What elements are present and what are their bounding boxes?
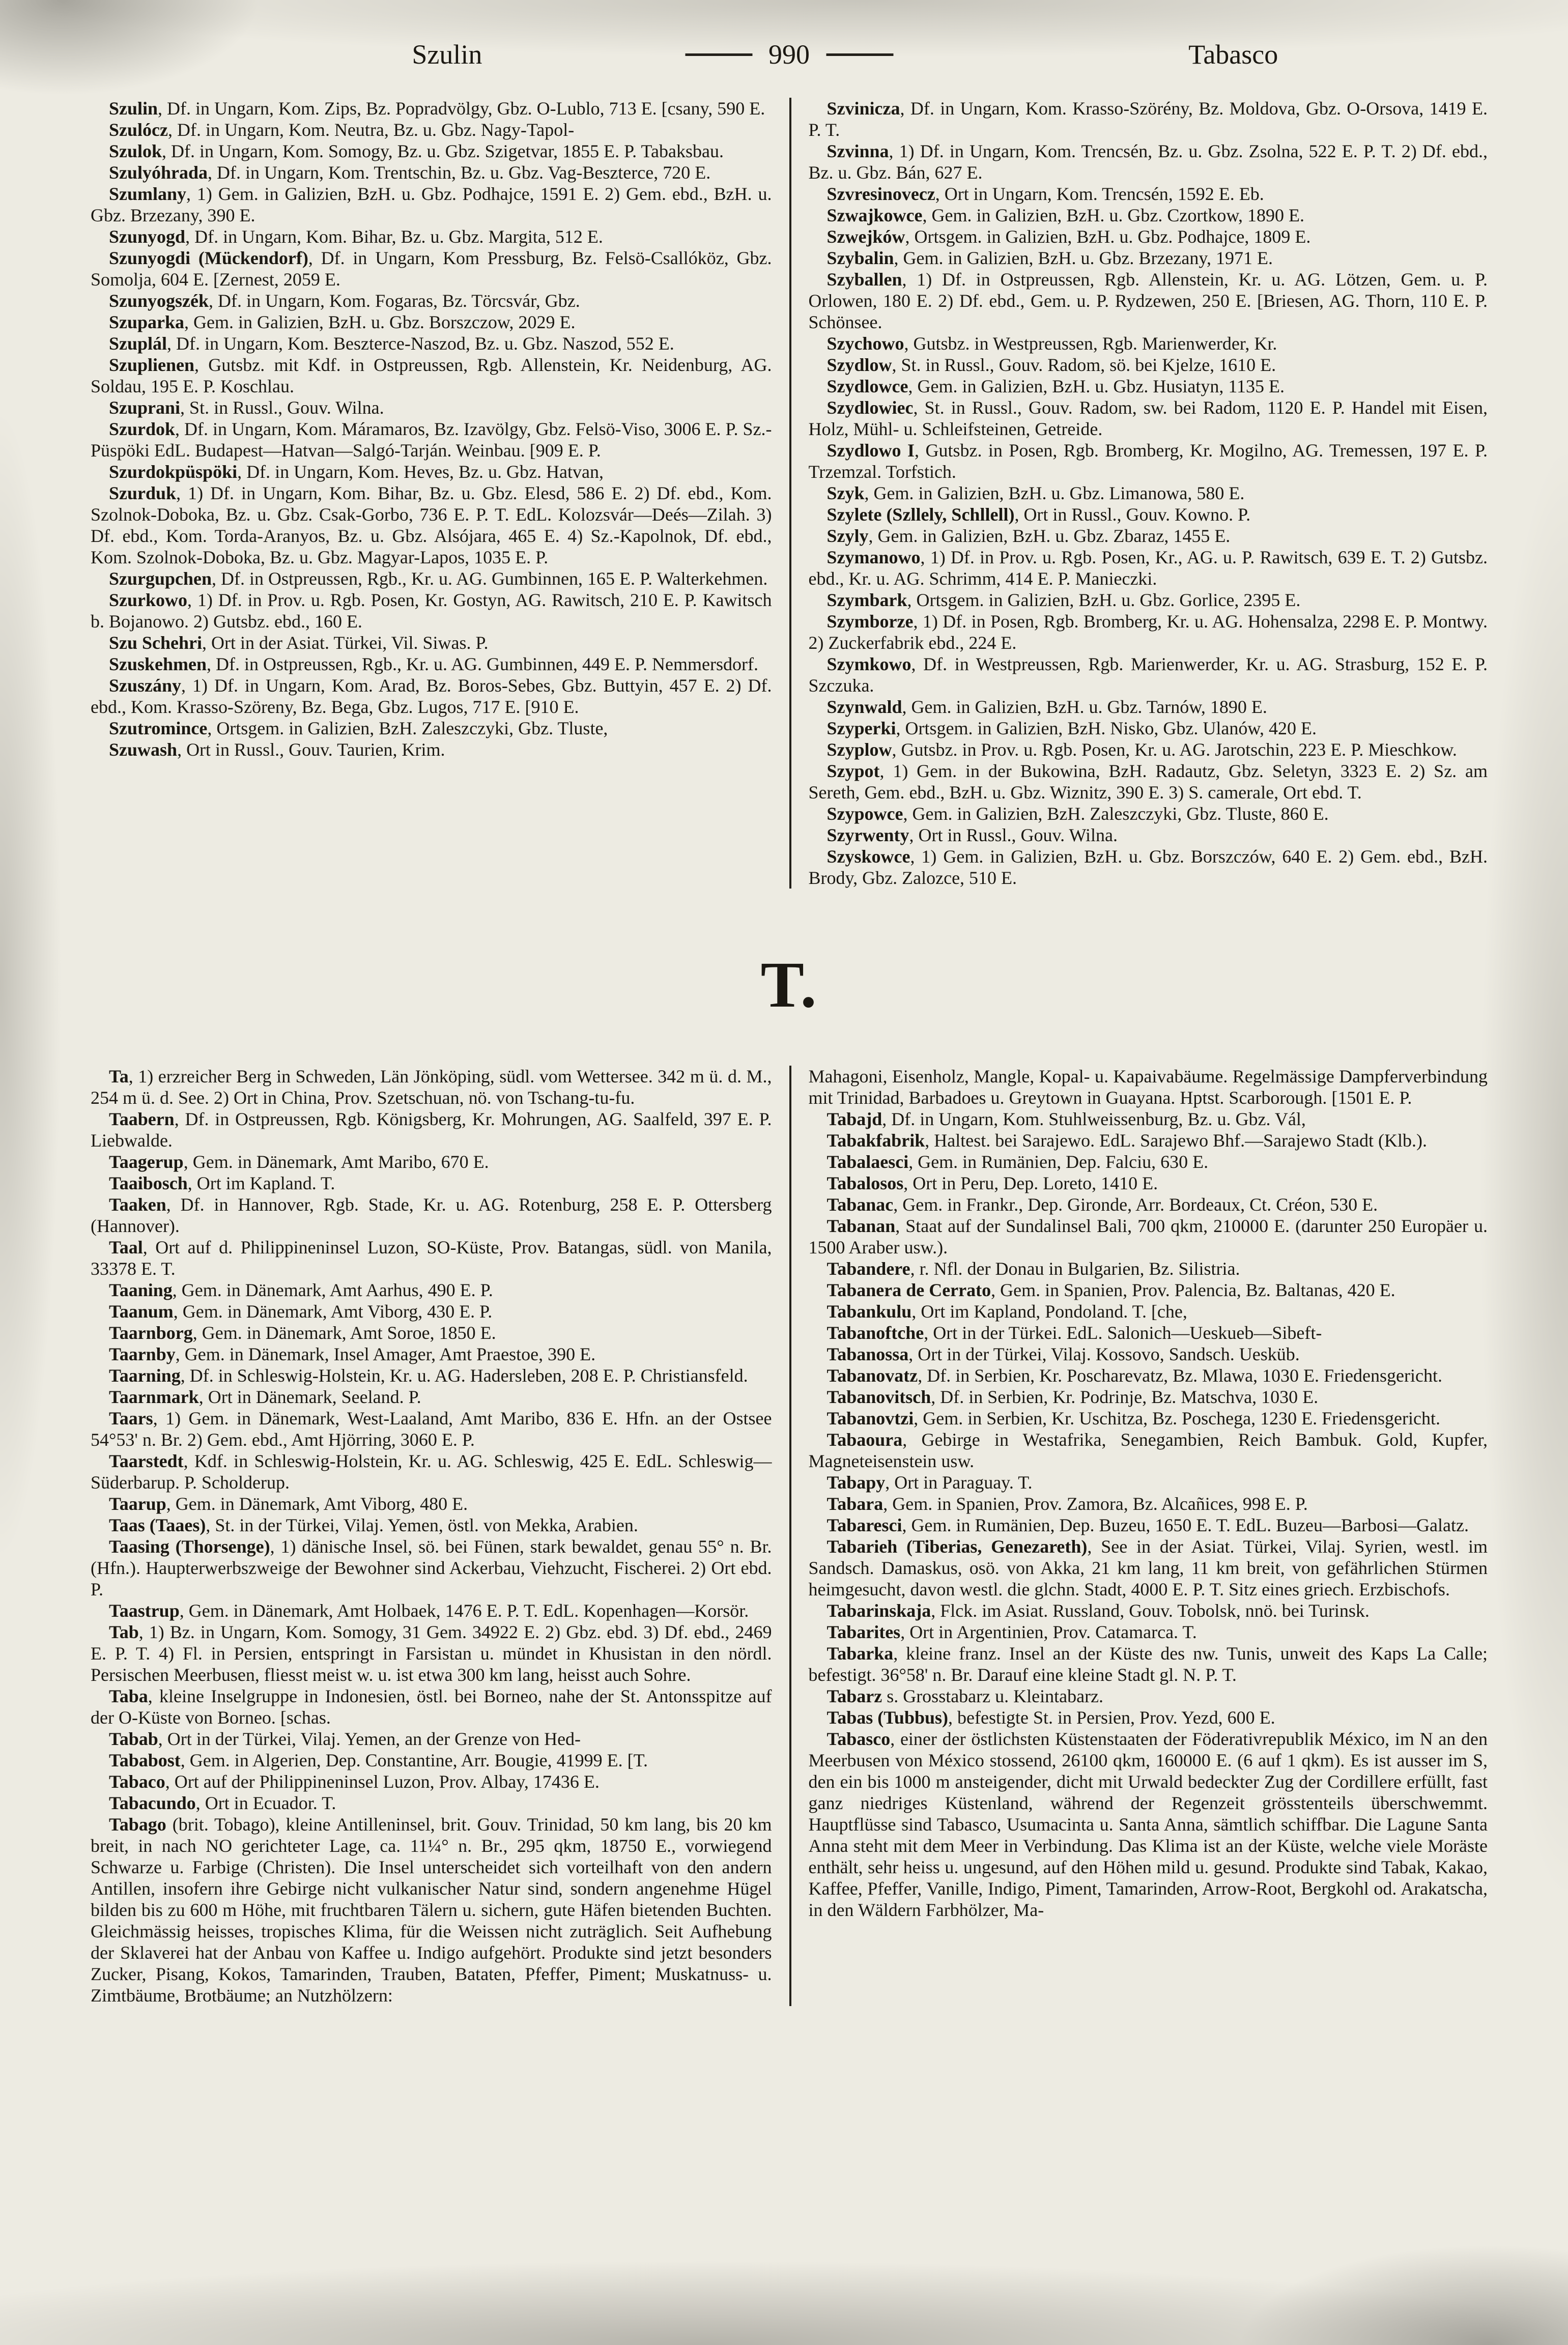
gazetteer-entry: Szulok, Df. in Ungarn, Kom. Somogy, Bz. u. Gbz. Szigetvar, 1855 E. P. Tabaksbau.: [109, 141, 724, 161]
entry-headword: Szutromince: [109, 718, 208, 738]
letter-heading-t: T.: [760, 949, 818, 1021]
entry-headword: Taal: [109, 1237, 143, 1257]
gazetteer-entry: Ta, 1) erzreicher Berg in Schweden, Län Jönköping, südl. vom Wettersee. 342 m ü. d. M., 254 m ü. d. See. 2) Ort in China, Prov. Szetschuan, nö. von Tschang-tu-fu.: [91, 1066, 772, 1108]
entry-headword: Szyly: [826, 526, 869, 546]
gazetteer-entry: Szumlany, 1) Gem. in Galizien, BzH. u. Gbz. Podhajce, 1591 E. 2) Gem. ebd., BzH. u. Gbz. Brzezany, 390 E.: [91, 184, 772, 225]
gazetteer-entry: Taarnby, Gem. in Dänemark, Insel Amager, Amt Praestoe, 390 E.: [109, 1344, 596, 1364]
entry-headword: Szyrwenty: [826, 825, 909, 845]
gazetteer-entry: Taarnmark, Ort in Dänemark, Seeland. P.: [109, 1387, 421, 1407]
gazetteer-entry: Tabago (brit. Tobago), kleine Antilleninsel, brit. Gouv. Trinidad, 50 km lang, bis 20 km breit, in nach NO gerichteter Lage, ca. 11¼° n. Br., 295 qkm, 18750 E., vorwiegend Schwarze u. Farbige (Christen). Die Insel unterscheidet sich vorteilhaft von den andern Antillen, insofern ihre Gebirge nicht vulkanischer Natur sind, sondern angenehme Hügel bilden bis zu 600 m Höhe, mit fruchtbaren Tälern u. sichern, gute Häfen bietenden Buchten. Gleichmässig heisses, tropisches Klima, für die Weissen nicht zuträglich. Seit Aufhebung der Sklaverei hat der Anbau von Kaffee u. Indigo aufgehört. Produkte sind jetzt besonders Zucker, Pisang, Kokos, Tamarinden, Trauben, Bataten, Pfeffer, Piment; Muskatnuss- u. Zimtbäume, Brotbäume; an Nutzhölzern:: [91, 1814, 772, 2006]
entry-headword: Tabanac: [826, 1194, 894, 1215]
entry-headword: Szymanowo: [826, 547, 921, 567]
gazetteer-entry: Szvinna, 1) Df. in Ungarn, Kom. Trencsén, Bz. u. Gbz. Zsolna, 522 E. P. T. 2) Df. ebd., Bz. u. Gbz. Bán, 627 E.: [808, 141, 1488, 183]
entry-headword: Tabanovitsch: [826, 1387, 931, 1407]
gazetteer-entry: Tabarka, kleine franz. Insel an der Küste des nw. Tunis, unweit des Kaps La Calle; befestigt. 36°58' n. Br. Darauf eine kleine Stadt gl. N. P. T.: [808, 1643, 1488, 1685]
entry-headword: Szulyóhrada: [109, 162, 208, 183]
entry-headword: Szunyogdi (Mückendorf): [109, 248, 308, 268]
entry-headword: Tabajd: [826, 1109, 882, 1129]
entry-headword: Taarnborg: [109, 1323, 193, 1343]
gazetteer-entry: Szurdokpüspöki, Df. in Ungarn, Kom. Heves, Bz. u. Gbz. Hatvan,: [109, 462, 604, 482]
page-number: 990: [768, 39, 810, 70]
entry-headword: Szypot: [826, 761, 880, 781]
entry-headword: Szydlowo I: [826, 440, 915, 461]
gazetteer-entry: Tabanac, Gem. in Frankr., Dep. Gironde, Arr. Bordeaux, Ct. Créon, 530 E.: [826, 1194, 1378, 1215]
entry-headword: Szumlany: [109, 184, 187, 204]
gazetteer-entry: Tabanoftche, Ort in der Türkei. EdL. Salonich—Ueskueb—Sibeft-: [826, 1323, 1322, 1343]
gazetteer-entry: Taars, 1) Gem. in Dänemark, West-Laaland, Amt Maribo, 836 E. Hfn. an der Ostsee 54°53' n. Br. 2) Gem. ebd., Amt Hjörring, 3060 E. P.: [91, 1408, 772, 1450]
sz-column-right: [789, 98, 1488, 889]
gazetteer-entry: Szychowo, Gutsbz. in Westpreussen, Rgb. Marienwerder, Kr.: [826, 333, 1277, 354]
gazetteer-entry: Tabajd, Df. in Ungarn, Kom. Stuhlweissenburg, Bz. u. Gbz. Vál,: [826, 1109, 1306, 1129]
entry-headword: Szuprani: [109, 397, 181, 418]
entry-headword: Tabankulu: [826, 1301, 912, 1322]
header-rule-right: [826, 53, 893, 56]
gazetteer-entry: Taastrup, Gem. in Dänemark, Amt Holbaek, 1476 E. P. T. EdL. Kopenhagen—Korsör.: [109, 1600, 749, 1621]
entry-headword: Szynwald: [826, 697, 902, 717]
gazetteer-entry: Szyperki, Ortsgem. in Galizien, BzH. Nisko, Gbz. Ulanów, 420 E.: [826, 718, 1317, 738]
gazetteer-entry: Szyrwenty, Ort in Russl., Gouv. Wilna.: [826, 825, 1118, 845]
entry-headword: Tabarka: [826, 1643, 894, 1664]
gazetteer-entry: Tabapy, Ort in Paraguay. T.: [826, 1472, 1033, 1493]
entry-headword: Szymkowo: [826, 654, 911, 674]
gazetteer-entry: Tabanera de Cerrato, Gem. in Spanien, Prov. Palencia, Bz. Baltanas, 420 E.: [826, 1280, 1395, 1300]
gazetteer-entry: Tabab, Ort in der Türkei, Vilaj. Yemen, an der Grenze von Hed-: [109, 1729, 581, 1749]
entry-headword: Szymborze: [826, 611, 914, 632]
entry-headword: Szulin: [109, 98, 158, 119]
gazetteer-entry: Szwajkowce, Gem. in Galizien, BzH. u. Gbz. Czortkow, 1890 E.: [826, 205, 1304, 225]
entry-headword: Taaibosch: [109, 1173, 188, 1193]
t-column-right: [789, 1066, 1488, 2006]
entry-headword: Tabalosos: [826, 1173, 904, 1193]
section-sz: [91, 98, 1488, 889]
entry-headword: Tabalaesci: [826, 1152, 909, 1172]
gazetteer-entry: Szynwald, Gem. in Galizien, BzH. u. Gbz. Tarnów, 1890 E.: [826, 697, 1267, 717]
entry-headword: Tabanovtzi: [826, 1408, 914, 1428]
gazetteer-entry: Tabarz s. Grosstabarz u. Kleintabarz.: [826, 1686, 1104, 1706]
entry-headword: Szyplow: [826, 739, 892, 760]
gazetteer-entry: Tabaresci, Gem. in Rumänien, Dep. Buzeu, 1650 E. T. EdL. Buzeu—Barbosi—Galatz.: [826, 1515, 1469, 1535]
gazetteer-entry: Tabaco, Ort auf der Philippineninsel Luzon, Prov. Albay, 17436 E.: [109, 1771, 600, 1792]
gazetteer-entry: Szuszány, 1) Df. in Ungarn, Kom. Arad, Bz. Boros-Sebes, Gbz. Buttyin, 457 E. 2) Df. ebd., Kom. Krasso-Szöreny, Bz. Bega, Gbz. Lugos, 717 E. [910 E.: [91, 675, 772, 717]
gazetteer-entry: Taaning, Gem. in Dänemark, Amt Aarhus, 490 E. P.: [109, 1280, 493, 1300]
gazetteer-entry: Tababost, Gem. in Algerien, Dep. Constantine, Arr. Bougie, 41999 E. [T.: [109, 1750, 648, 1770]
entry-headword: Tabanossa: [826, 1344, 909, 1364]
entry-headword: Szuplál: [109, 333, 167, 354]
gazetteer-entry: Tabara, Gem. in Spanien, Prov. Zamora, Bz. Alcañices, 998 E. P.: [826, 1494, 1308, 1514]
page-number-group: [685, 33, 893, 76]
entry-headword: Szuplienen: [109, 355, 195, 375]
gazetteer-entry: Szurgupchen, Df. in Ostpreussen, Rgb., Kr. u. AG. Gumbinnen, 165 E. P. Walterkehmen.: [109, 568, 768, 589]
gazetteer-entry: Taas (Taaes), St. in der Türkei, Vilaj. Yemen, östl. von Mekka, Arabien.: [109, 1515, 638, 1535]
entry-headword: Taars: [109, 1408, 153, 1428]
entry-headword: Szvinicza: [826, 98, 900, 119]
entry-headword: Tab: [109, 1622, 139, 1642]
gazetteer-entry: Szulócz, Df. in Ungarn, Kom. Neutra, Bz. u. Gbz. Nagy-Tapol-: [109, 120, 575, 140]
gazetteer-entry: Taarning, Df. in Schleswig-Holstein, Kr. u. AG. Hadersleben, 208 E. P. Christiansfeld.: [109, 1365, 748, 1386]
gazetteer-entry: Szu Schehri, Ort in der Asiat. Türkei, Vil. Siwas. P.: [109, 633, 489, 653]
entry-headword: Tabanoftche: [826, 1323, 924, 1343]
entry-headword: Szurdokpüspöki: [109, 462, 238, 482]
entry-headword: Szwajkowce: [826, 205, 923, 225]
entry-headword: Tabapy: [826, 1472, 886, 1493]
gazetteer-entry: Tabaoura, Gebirge in Westafrika, Senegambien, Reich Bambuk. Gold, Kupfer, Magneteisenstein usw.: [808, 1429, 1488, 1471]
gazetteer-entry: Taagerup, Gem. in Dänemark, Amt Maribo, 670 E.: [109, 1152, 489, 1172]
entry-headword: Szyballen: [826, 269, 902, 290]
gazetteer-entry: Szydlow, St. in Russl., Gouv. Radom, sö. bei Kjelze, 1610 E.: [826, 355, 1276, 375]
gazetteer-entry: Tabanovtzi, Gem. in Serbien, Kr. Uschitza, Bz. Poschega, 1230 E. Friedensgericht.: [826, 1408, 1440, 1428]
gazetteer-entry: Tabarinskaja, Flck. im Asiat. Russland, Gouv. Tobolsk, nnö. bei Turinsk.: [826, 1600, 1370, 1621]
sz-column-left: [91, 98, 789, 889]
entry-headword: Szydlowce: [826, 376, 908, 396]
entry-headword: Szychowo: [826, 333, 904, 354]
gazetteer-entry: Szymanowo, 1) Df. in Prov. u. Rgb. Posen, Kr., AG. u. P. Rawitsch, 639 E. T. 2) Gutsbz. ebd., Kr. u. AG. Schrimm, 414 E. P. Manieczki.: [808, 547, 1488, 589]
gazetteer-entry: Szuprani, St. in Russl., Gouv. Wilna.: [109, 397, 384, 418]
entry-headword: Taarnby: [109, 1344, 176, 1364]
gazetteer-entry: Szunyogdi (Mückendorf), Df. in Ungarn, Kom Pressburg, Bz. Felsö-Csallóköz, Gbz. Somolja, 604 E. [Zernest, 2059 E.: [91, 248, 772, 290]
gazetteer-entry: Szuskehmen, Df. in Ostpreussen, Rgb., Kr. u. AG. Gumbinnen, 449 E. P. Nemmersdorf.: [109, 654, 758, 674]
gazetteer-entry: Szylete (Szllely, Schllell), Ort in Russl., Gouv. Kowno. P.: [826, 504, 1251, 525]
entry-headword: Taaning: [109, 1280, 173, 1300]
entry-headword: Tabago: [109, 1814, 166, 1835]
gazetteer-entry: Szurdok, Df. in Ungarn, Kom. Máramaros, Bz. Izavölgy, Gbz. Felsö-Viso, 3006 E. P. Sz.-Püspöki EdL. Budapest—Hatvan—Salgó-Tarján. Weinbau. [909 E. P.: [91, 419, 772, 461]
entry-headword: Taas (Taaes): [109, 1515, 206, 1535]
entry-headword: Tabaresci: [826, 1515, 902, 1535]
gazetteer-entry: Szvinicza, Df. in Ungarn, Kom. Krasso-Szörény, Bz. Moldova, Gbz. O-Orsova, 1419 E. P. T.: [808, 98, 1488, 140]
entry-headword: Tabakfabrik: [826, 1130, 925, 1151]
gazetteer-entry: Szypot, 1) Gem. in der Bukowina, BzH. Radautz, Gbz. Seletyn, 3323 E. 2) Sz. am Sereth, Gem. ebd., BzH. u. Gbz. Wiznitz, 390 E. 3) S. camerale, Ort ebd. T.: [808, 761, 1488, 803]
gazetteer-entry: Szyly, Gem. in Galizien, BzH. u. Gbz. Zbaraz, 1455 E.: [826, 526, 1231, 546]
entry-headword: Szurduk: [109, 483, 177, 503]
gazetteer-entry: Tabarites, Ort in Argentinien, Prov. Catamarca. T.: [826, 1622, 1197, 1642]
gazetteer-entry: Tabankulu, Ort im Kapland, Pondoland. T. [che,: [826, 1301, 1187, 1322]
entry-headword: Taarning: [109, 1365, 181, 1386]
gazetteer-entry: Tabakfabrik, Haltest. bei Sarajewo. EdL. Sarajewo Bhf.—Sarajewo Stadt (Klb.).: [826, 1130, 1428, 1151]
gazetteer-entry: Tabanan, Staat auf der Sundalinsel Bali, 700 qkm, 210000 E. (darunter 250 Europäer u. 1500 Araber usw.).: [808, 1216, 1488, 1257]
gazetteer-entry: Tabacundo, Ort in Ecuador. T.: [109, 1793, 336, 1813]
entry-headword: Szydlowiec: [826, 397, 914, 418]
gazetteer-entry: Szurduk, 1) Df. in Ungarn, Kom. Bihar, Bz. u. Gbz. Elesd, 586 E. 2) Df. ebd., Kom. Szolnok-Doboka, Bz. u. Gbz. Csak-Gorbo, 736 E. P. T. EdL. Kolozsvár—Deés—Zilah. 3) Df. ebd., Kom. Torda-Aranyos, Bz. u. Gbz. Alsójara, 465 E. 4) Sz.-Kapolnok, Df. ebd., Kom. Szolnok-Doboka, Bz. u. Gbz. Magyar-Lapos, 1035 E. P.: [91, 483, 772, 567]
entry-headword: Tabarites: [826, 1622, 901, 1642]
entry-headword: Tabaoura: [826, 1429, 903, 1450]
gazetteer-entry: Szuplál, Df. in Ungarn, Kom. Beszterce-Naszod, Bz. u. Gbz. Naszod, 552 E.: [109, 333, 674, 354]
entry-headword: Szwejków: [826, 226, 905, 247]
entry-headword: Tabara: [826, 1494, 883, 1514]
entry-headword: Szyperki: [826, 718, 896, 738]
gazetteer-entry: Tabandere, r. Nfl. der Donau in Bulgarien, Bz. Silistria.: [826, 1259, 1240, 1279]
gazetteer-entry: Taarstedt, Kdf. in Schleswig-Holstein, Kr. u. AG. Schleswig, 425 E. EdL. Schleswig—Süderbarup. P. Scholderup.: [91, 1451, 772, 1493]
entry-headword: Taabern: [109, 1109, 175, 1129]
entry-headword: Szyk: [826, 483, 865, 503]
gazetteer-entry: Tab, 1) Bz. in Ungarn, Kom. Somogy, 31 Gem. 34922 E. 2) Gbz. ebd. 3) Df. ebd., 2469 E. P. T. 4) Fl. in Persien, entspringt in Farsistan u. mündet in Khusistan in den nördl. Persischen Meerbusen, fliesst meist w. u. ist etwa 300 km lang, heisst auch Sohre.: [91, 1622, 772, 1685]
entry-headword: Tabarinskaja: [826, 1600, 931, 1621]
gazetteer-entry: Szymborze, 1) Df. in Posen, Rgb. Bromberg, Kr. u. AG. Hohensalza, 2298 E. P. Montwy. 2) Zuckerfabrik ebd., 224 E.: [808, 611, 1488, 653]
running-head: [91, 33, 1488, 76]
entry-headword: Tabandere: [826, 1259, 910, 1279]
gazetteer-entry: Szwejków, Ortsgem. in Galizien, BzH. u. Gbz. Podhajce, 1809 E.: [826, 226, 1311, 247]
gazetteer-entry: Taaken, Df. in Hannover, Rgb. Stade, Kr. u. AG. Rotenburg, 258 E. P. Ottersberg (Hannover).: [91, 1194, 772, 1236]
entry-headword: Tabas (Tubbus): [826, 1707, 949, 1728]
t-column-left: [91, 1066, 789, 2006]
entry-headword: Taarnmark: [109, 1387, 199, 1407]
gazetteer-entry: Szymkowo, Df. in Westpreussen, Rgb. Marienwerder, Kr. u. AG. Strasburg, 152 E. P. Szczuka.: [808, 654, 1488, 696]
gazetteer-entry: Szymbark, Ortsgem. in Galizien, BzH. u. Gbz. Gorlice, 2395 E.: [826, 590, 1301, 610]
gazetteer-entry: Szulin, Df. in Ungarn, Kom. Zips, Bz. Popradvölgy, Gbz. O-Lublo, 713 E. [csany, 590 E.: [109, 98, 765, 119]
gazetteer-entry: Szydlowiec, St. in Russl., Gouv. Radom, sw. bei Radom, 1120 E. P. Handel mit Eisen, Holz, Mühl- u. Schleifsteinen, Getreide.: [808, 397, 1488, 439]
gazetteer-entry: Taasing (Thorsenge), 1) dänische Insel, sö. bei Fünen, stark bewaldet, genau 55° n. Br. (Hfn.). Haupterwerbszweige der Bewohner sind Ackerbau, Viehzucht, Fischerei. 2) Ort ebd. P.: [91, 1536, 772, 1599]
gazetteer-entry: Tabanossa, Ort in der Türkei, Vilaj. Kossovo, Sandsch. Uesküb.: [826, 1344, 1300, 1364]
entry-headword: Taasing (Thorsenge): [109, 1536, 270, 1557]
entry-headword: Taarup: [109, 1494, 166, 1514]
entry-headword: Szuparka: [109, 312, 185, 332]
entry-headword: Tabanera de Cerrato: [826, 1280, 991, 1300]
entry-headword: Szurgupchen: [109, 568, 212, 589]
entry-headword: Szu Schehri: [109, 633, 203, 653]
entry-headword: Tabanovatz: [826, 1365, 918, 1386]
gazetteer-entry: Szuwash, Ort in Russl., Gouv. Taurien, Krim.: [109, 739, 445, 760]
entry-headword: Szuszány: [109, 675, 182, 696]
entry-headword: Szymbark: [826, 590, 907, 610]
entry-headword: Szuskehmen: [109, 654, 207, 674]
entry-headword: Szulok: [109, 141, 162, 161]
gazetteer-entry: Taal, Ort auf d. Philippineninsel Luzon, SO-Küste, Prov. Batangas, südl. von Manila, 33378 E. T.: [91, 1237, 772, 1279]
header-catchword-left: Szulin: [412, 39, 482, 70]
entry-headword: Szyskowce: [826, 846, 910, 867]
gazetteer-entry: Taanum, Gem. in Dänemark, Amt Viborg, 430 E. P.: [109, 1301, 493, 1322]
entry-headword: Tabasco: [826, 1729, 891, 1749]
gazetteer-entry: Mahagoni, Eisenholz, Mangle, Kopal- u. Kapaivabäume. Regelmässige Dampferverbindung mit Trinidad, Barbadoes u. Greytown in Guayana. Hptst. Scarborough. [1501 E. P.: [808, 1066, 1488, 1108]
gazetteer-entry: Taarnborg, Gem. in Dänemark, Amt Soroe, 1850 E.: [109, 1323, 496, 1343]
entry-headword: Szurkowo: [109, 590, 188, 610]
gazetteer-entry: Szyplow, Gutsbz. in Prov. u. Rgb. Posen, Kr. u. AG. Jarotschin, 223 E. P. Mieschkow.: [826, 739, 1457, 760]
gazetteer-entry: Tabalaesci, Gem. in Rumänien, Dep. Falciu, 630 E.: [826, 1152, 1209, 1172]
entry-headword: Szulócz: [109, 120, 168, 140]
entry-headword: Szvinna: [826, 141, 889, 161]
entry-headword: Taaken: [109, 1194, 166, 1215]
section-t: [91, 1066, 1488, 2006]
gazetteer-entry: Szyballen, 1) Df. in Ostpreussen, Rgb. Allenstein, Kr. u. AG. Lötzen, Gem. u. P. Orlowen, 180 E. 2) Df. ebd., Gem. u. P. Rydzewen, 250 E. [Briesen, AG. Thorn, 110 E. P. Schönsee.: [808, 269, 1488, 332]
entry-headword: Szydlow: [826, 355, 892, 375]
entry-headword: Tabacundo: [109, 1793, 196, 1813]
entry-headword: Taarstedt: [109, 1451, 184, 1471]
gazetteer-entry: Szulyóhrada, Df. in Ungarn, Kom. Trentschin, Bz. u. Gbz. Vag-Beszterce, 720 E.: [109, 162, 711, 183]
entry-headword: Taba: [109, 1686, 148, 1706]
entry-headword: Ta: [109, 1066, 129, 1086]
entry-headword: Tabaco: [109, 1771, 165, 1792]
header-catchword-right: Tabasco: [1188, 39, 1278, 70]
entry-headword: Tabarieh (Tiberias, Genezareth): [826, 1536, 1088, 1557]
gazetteer-entry: Szyk, Gem. in Galizien, BzH. u. Gbz. Limanowa, 580 E.: [826, 483, 1245, 503]
entry-headword: Tabab: [109, 1729, 158, 1749]
entry-headword: Taanum: [109, 1301, 174, 1322]
gazetteer-entry: Szyskowce, 1) Gem. in Galizien, BzH. u. Gbz. Borszczów, 640 E. 2) Gem. ebd., BzH. Brody, Gbz. Zalozce, 510 E.: [808, 846, 1488, 888]
gazetteer-entry: Szydlowce, Gem. in Galizien, BzH. u. Gbz. Husiatyn, 1135 E.: [826, 376, 1285, 396]
entry-headword: Taastrup: [109, 1600, 180, 1621]
entry-headword: Tababost: [109, 1750, 181, 1770]
entry-headword: Szvresinovecz: [826, 184, 935, 204]
gazetteer-entry: Tabanovatz, Df. in Serbien, Kr. Poscharevatz, Bz. Mlawa, 1030 E. Friedensgericht.: [826, 1365, 1442, 1386]
gazetteer-entry: Szurkowo, 1) Df. in Prov. u. Rgb. Posen, Kr. Gostyn, AG. Rawitsch, 210 E. P. Kawitsch b. Bojanowo. 2) Gutsbz. ebd., 160 E.: [91, 590, 772, 632]
gazetteer-entry: Szutromince, Ortsgem. in Galizien, BzH. Zaleszczyki, Gbz. Tluste,: [109, 718, 608, 738]
entry-headword: Szypowce: [826, 804, 903, 824]
gazetteer-entry: Szuplienen, Gutsbz. mit Kdf. in Ostpreussen, Rgb. Allenstein, Kr. Neidenburg, AG. Soldau, 195 E. P. Koschlau.: [91, 355, 772, 396]
gazetteer-entry: Taaibosch, Ort im Kapland. T.: [109, 1173, 335, 1193]
gazetteer-entry: Tabas (Tubbus), befestigte St. in Persien, Prov. Yezd, 600 E.: [826, 1707, 1275, 1728]
entry-headword: Szunyogszék: [109, 291, 209, 311]
gazetteer-entry: Szybalin, Gem. in Galizien, BzH. u. Gbz. Brzezany, 1971 E.: [826, 248, 1273, 268]
entry-headword: Szunyogd: [109, 226, 186, 247]
gazetteer-entry: Szvresinovecz, Ort in Ungarn, Kom. Trencsén, 1592 E. Eb.: [826, 184, 1264, 204]
entry-headword: Szuwash: [109, 739, 178, 760]
entry-headword: Tabanan: [826, 1216, 896, 1236]
gazetteer-entry: Taabern, Df. in Ostpreussen, Rgb. Königsberg, Kr. Mohrungen, AG. Saalfeld, 397 E. P. Liebwalde.: [91, 1109, 772, 1151]
gazetteer-entry: Taba, kleine Inselgruppe in Indonesien, östl. bei Borneo, nahe der St. Antonsspitze auf der O-Küste von Borneo. [schas.: [91, 1686, 772, 1728]
gazetteer-entry: Tabalosos, Ort in Peru, Dep. Loreto, 1410 E.: [826, 1173, 1158, 1193]
gazetteer-entry: Szypowce, Gem. in Galizien, BzH. Zaleszczyki, Gbz. Tluste, 860 E.: [826, 804, 1329, 824]
entry-headword: Tabarz: [826, 1686, 882, 1706]
gazetteer-entry: Tabasco, einer der östlichsten Küstenstaaten der Föderativrepublik México, im N an den Meerbusen von México stossend, 26100 qkm, 160000 E. (6 auf 1 qkm). Es ist ausser im S, den ein bis 1000 m ansteigender, dicht mit Urwald bedeckter Zug der Cordillere erfüllt, fast ganz niedriges Küstenland, während der Regenzeit grösstenteils überschwemmt. Hauptflüsse sind Tabasco, Usumacinta u. Santa Anna, sämtlich schiffbar. Die Lagune Santa Anna steht mit dem Meer in Verbindung. Das Klima ist an der Küste, welche viele Moräste enthält, sehr heiss u. ungesund, auf den Höhen mild u. gesund. Produkte sind Tabak, Kakao, Kaffee, Pfeffer, Vanille, Indigo, Piment, Tamarinden, Arrow-Root, Bergkohl od. Arakatscha, in den Wäldern Farbhölzer, Ma-: [808, 1729, 1488, 1920]
entry-headword: Szurdok: [109, 419, 176, 439]
header-rule-left: [685, 53, 752, 56]
gazetteer-entry: Szydlowo I, Gutsbz. in Posen, Rgb. Bromberg, Kr. Mogilno, AG. Tremessen, 197 E. P. Trzemzal. Torfstich.: [808, 440, 1488, 482]
gazetteer-entry: Szunyogd, Df. in Ungarn, Kom. Bihar, Bz. u. Gbz. Margita, 512 E.: [109, 226, 603, 247]
entry-headword: Szylete (Szllely, Schllell): [826, 504, 1015, 525]
gazetteer-entry: Taarup, Gem. in Dänemark, Amt Viborg, 480 E.: [109, 1494, 468, 1514]
gazetteer-entry: Tabarieh (Tiberias, Genezareth), See in der Asiat. Türkei, Vilaj. Syrien, westl. im Sandsch. Damaskus, osö. von Akka, 21 km lang, 11 km breit, von gefährlichen Stürmen heimgesucht, davon westl. die glchn. Stadt, 4000 E. P. T. Sitz eines griech. Erzbischofs.: [808, 1536, 1488, 1599]
gazetteer-entry: Szunyogszék, Df. in Ungarn, Kom. Fogaras, Bz. Törcsvár, Gbz.: [109, 291, 580, 311]
entry-headword: Taagerup: [109, 1152, 184, 1172]
entry-headword: Szybalin: [826, 248, 894, 268]
gazetteer-entry: Tabanovitsch, Df. in Serbien, Kr. Podrinje, Bz. Matschva, 1030 E.: [826, 1387, 1319, 1407]
gazetteer-entry: Szuparka, Gem. in Galizien, BzH. u. Gbz. Borszczow, 2029 E.: [109, 312, 576, 332]
